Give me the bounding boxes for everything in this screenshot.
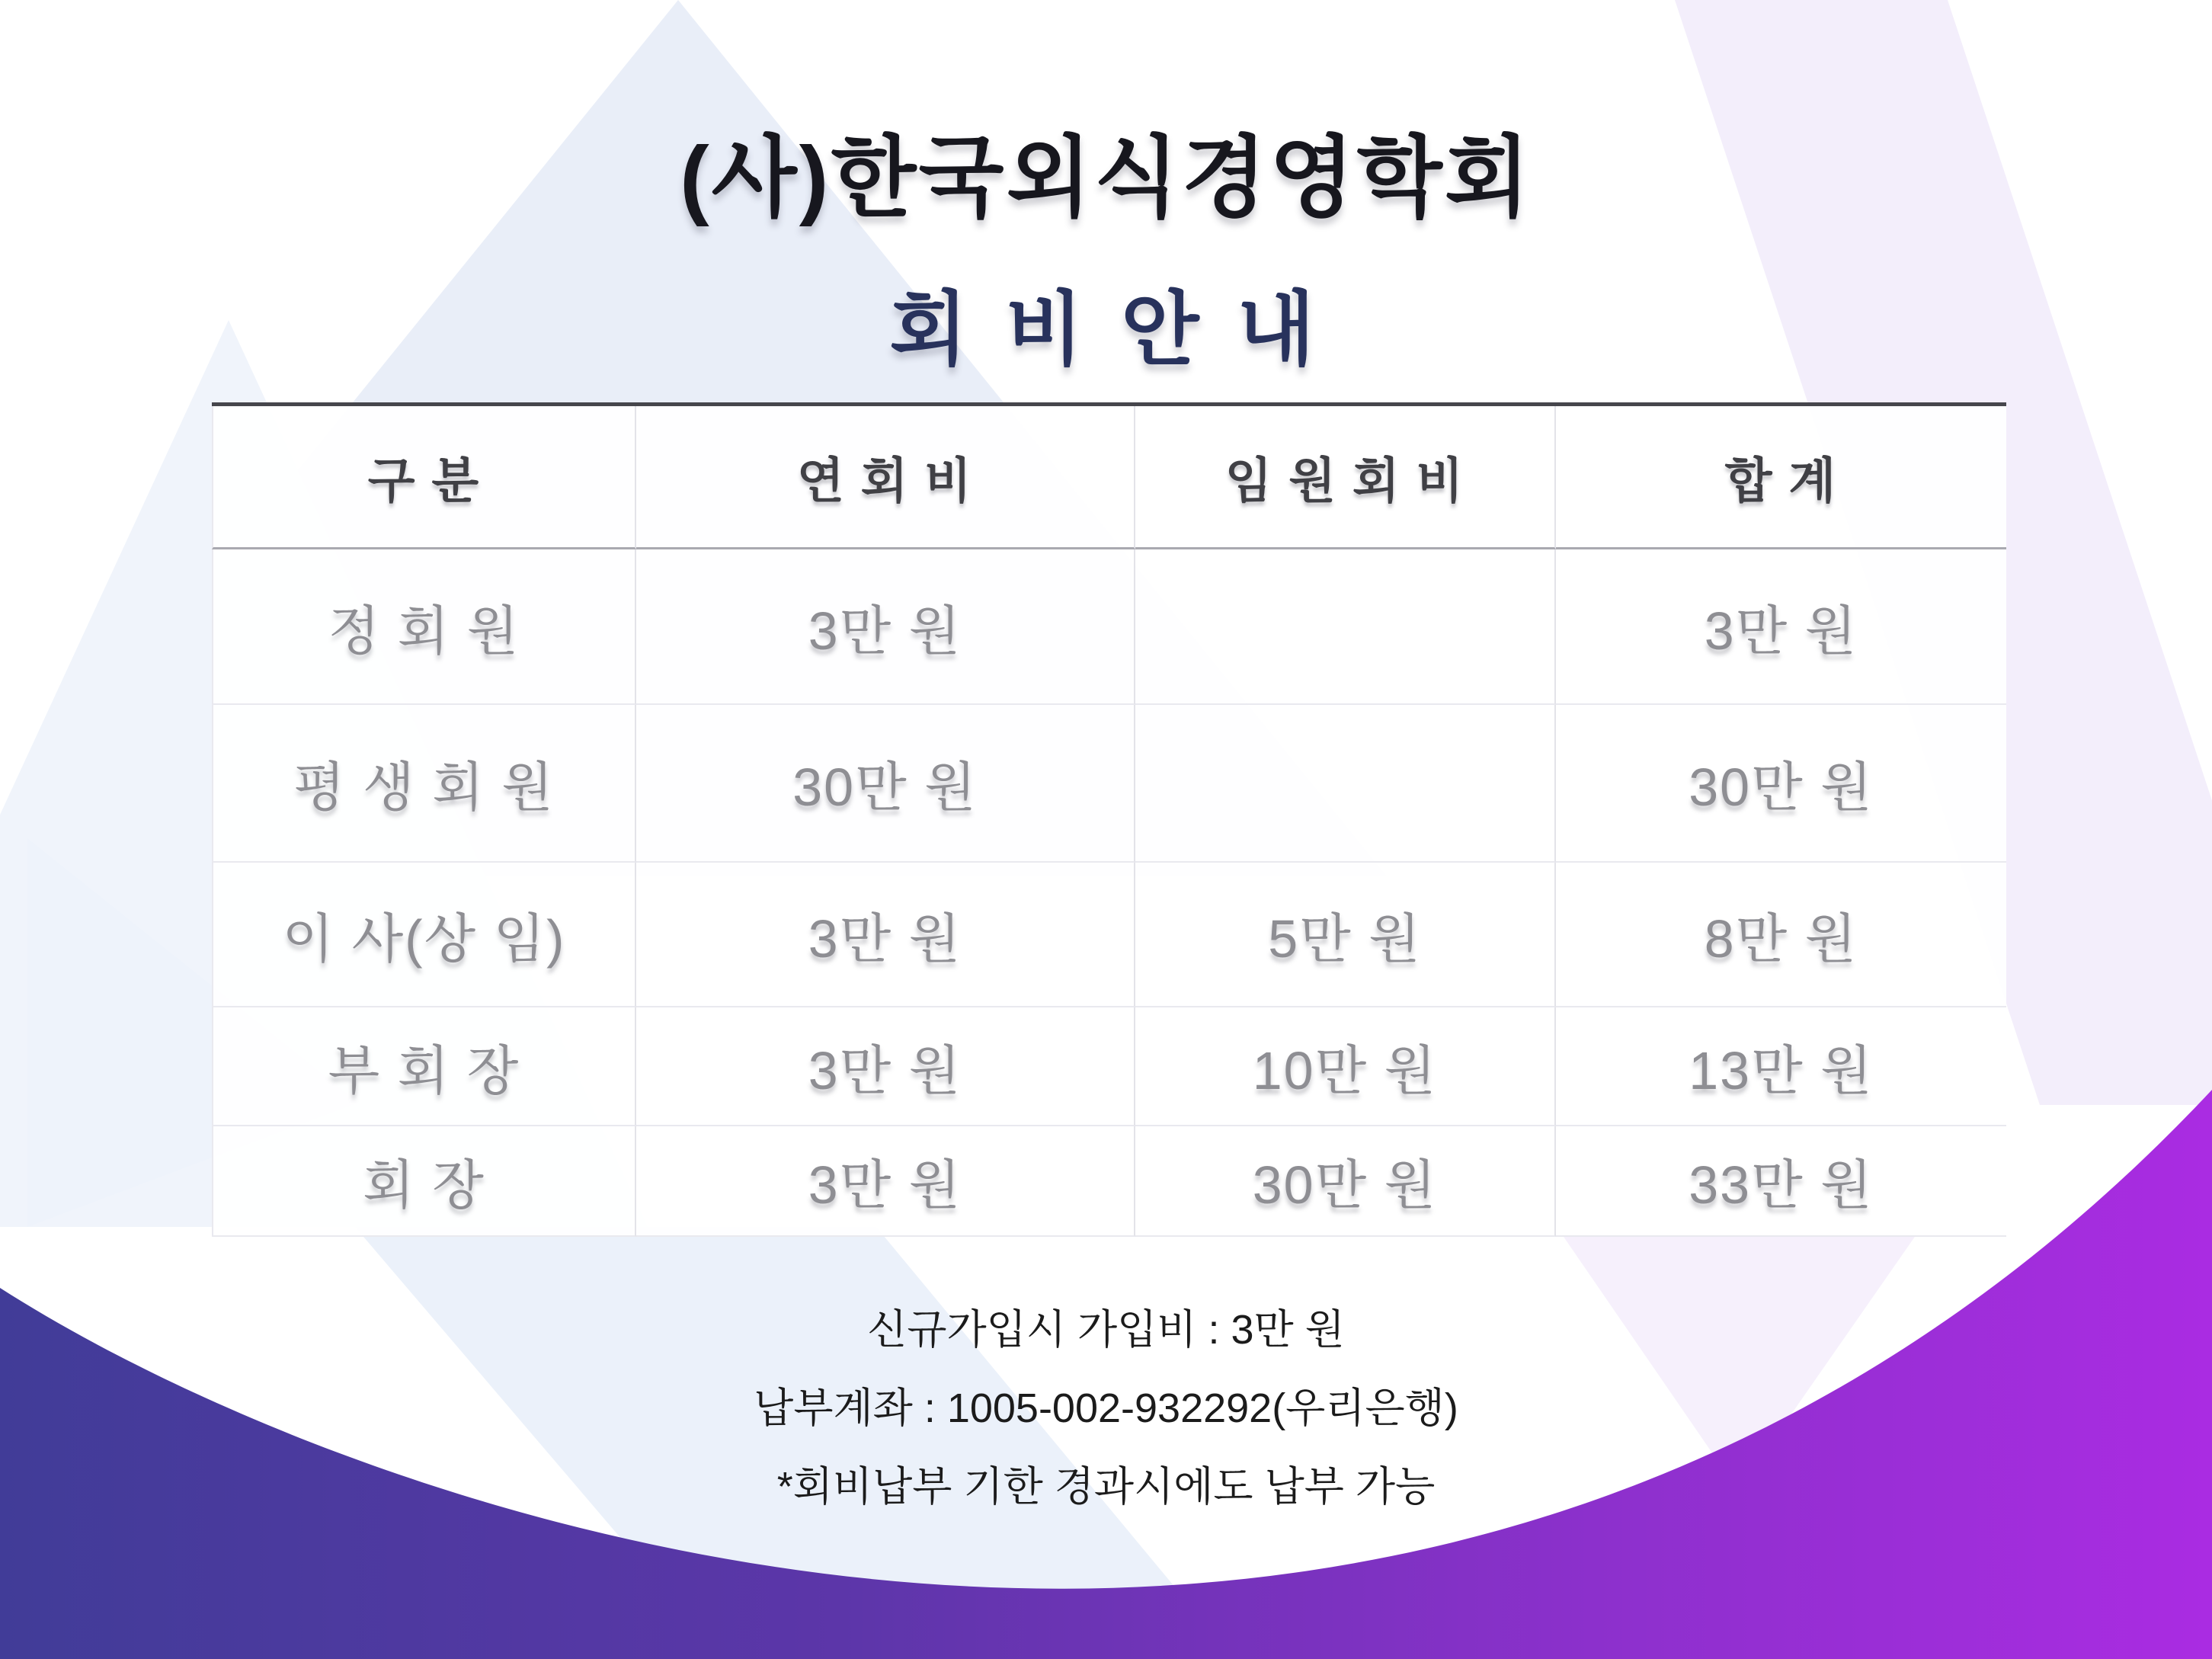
- cell-total: 8만 원: [1556, 863, 2006, 1007]
- column-header-officer-fee: 임 원 회 비: [1135, 406, 1556, 549]
- column-header-annual-fee: 연 회 비: [636, 406, 1135, 549]
- fee-table: [212, 402, 2006, 1237]
- row-label: 평 생 회 원: [212, 705, 636, 863]
- cell-officer-fee: [1135, 705, 1556, 863]
- cell-officer-fee: 5만 원: [1135, 863, 1556, 1007]
- column-header-category: 구 분: [212, 406, 636, 549]
- cell-annual-fee: 3만 원: [636, 1007, 1135, 1126]
- footer-note-join-fee: 신규가입시 가입비 : 3만 원: [867, 1307, 1345, 1353]
- cell-annual-fee: 30만 원: [636, 705, 1135, 863]
- cell-officer-fee: [1135, 549, 1556, 705]
- cell-annual-fee: 3만 원: [636, 1126, 1135, 1237]
- cell-annual-fee: 3만 원: [636, 863, 1135, 1007]
- cell-officer-fee: 10만 원: [1135, 1007, 1556, 1126]
- footer-notes: [0, 1291, 2212, 1526]
- cell-officer-fee: 30만 원: [1135, 1126, 1556, 1237]
- row-label: 부 회 장: [212, 1007, 636, 1126]
- footer-note-account: 납부계좌 : 1005-002-932292(우리은행): [754, 1385, 1458, 1431]
- footer-note-deadline: *회비납부 기한 경과시에도 납부 가능: [776, 1464, 1436, 1510]
- column-header-total: 합 계: [1556, 406, 2006, 549]
- row-label: 회 장: [212, 1126, 636, 1237]
- cell-annual-fee: 3만 원: [636, 549, 1135, 705]
- page-title: 회 비 안 내: [889, 285, 1323, 375]
- row-label: 정 회 원: [212, 549, 636, 705]
- cell-total: 30만 원: [1556, 705, 2006, 863]
- cell-total: 13만 원: [1556, 1007, 2006, 1126]
- cell-total: 3만 원: [1556, 549, 2006, 705]
- org-name: (사)한국외식경영학회: [680, 128, 1532, 227]
- row-label: 이 사(상 임): [212, 863, 636, 1007]
- cell-total: 33만 원: [1556, 1126, 2006, 1237]
